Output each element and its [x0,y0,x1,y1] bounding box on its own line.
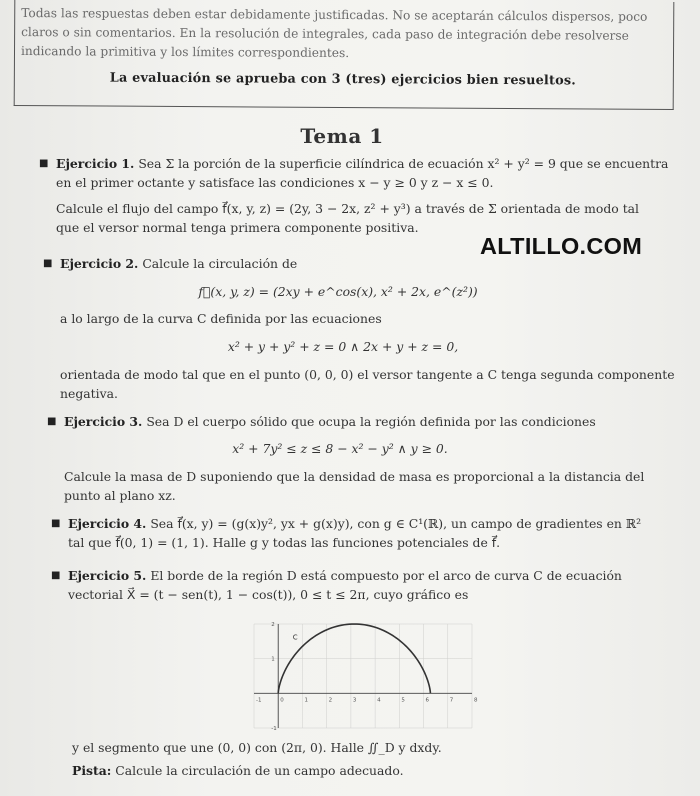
x-tick-label: 4 [377,697,381,704]
y-tick-label: -1 [271,726,277,732]
exercise-2-line-6: negativa. [60,386,118,401]
instructions-box [14,0,675,110]
exercise-2 [43,254,676,403]
chart-axes [254,624,472,728]
watermark: ALTILLO.COM [480,233,643,259]
bullet-icon: ■ [51,570,61,581]
exercise-1-line-2: en el primer octante y satisface las condiciones x − y ≥ 0 y z − x ≤ 0. [56,175,494,190]
y-tick-label: 1 [271,656,275,663]
exercise-2-line-5: orientada de modo tal que en el punto (0, 0, 0) el versor tangente a C tenga segunda componente [60,367,675,382]
hint-text: Calcule la circulación de un campo adecuado. [115,763,404,778]
exercise-2-label: Ejercicio 2. [60,256,139,271]
exercise-5-line-3: y el segmento que une (0, 0) con (2π, 0). Halle ∬_D y dxdy. [72,740,442,755]
cycloid-chart [244,612,480,742]
instructions-text: Todas las respuestas deben estar debidamente justificadas. No se aceptarán cálculos dispersos, poco claros o sin comentarios. En la resolución de integrales, cada paso de integración debe resolverse indicando la primitiva y los límites correspondientes. [20,6,648,61]
exercise-3-intro: Sea D el cuerpo sólido que ocupa la región definida por las condiciones [146,414,596,429]
exercise-4-line-1: Sea f⃗(x, y) = (g(x)y², yx + g(x)y), con g ∈ C¹(ℝ), un campo de gradientes en ℝ² [150,516,642,531]
exercise-1-line-3: Calcule el flujo del campo f⃗(x, y, z) = (2y, 3 − 2x, z² + y³) a través de Σ orientada de modo tal [56,201,640,216]
exercise-5-line-1: El borde de la región D está compuesto por el arco de curva C de ecuación [150,568,622,583]
exercise-3-line-3: Calcule la masa de D suponiendo que la densidad de masa es proporcional a la distancia del [64,469,645,484]
bullet-icon: ■ [39,158,49,169]
exercise-2-formula: f⃗(x, y, z) = (2xy + e^cos(x), x² + 2x, e^(z²)) [198,284,478,299]
exercise-3-formula: x² + 7y² ≤ z ≤ 8 − x² − y² ∧ y ≥ 0. [232,441,448,456]
exercise-2-along: a lo largo de la curva C definida por las ecuaciones [60,311,382,326]
x-tick-label: -1 [256,697,262,704]
exercise-2-intro: Calcule la circulación de [142,256,298,271]
x-tick-label: 1 [304,697,308,704]
x-tick-label: 8 [474,697,478,704]
exercise-2-equations: x² + y + y² + z = 0 ∧ 2x + y + z = 0, [227,339,459,354]
x-tick-label: 0 [280,697,284,704]
x-tick-label: 7 [449,697,454,704]
exercise-5-cont [72,738,676,780]
x-tick-label: 6 [425,697,430,704]
x-tick-label: 3 [352,697,357,704]
exercise-3 [47,412,676,505]
exercise-1-line-1: Sea Σ la porción de la superficie cilíndrica de ecuación x² + y² = 9 que se encuentra [138,156,669,171]
exercise-4-label: Ejercicio 4. [68,516,147,531]
exercise-3-line-4: punto al plano xz. [64,488,176,503]
exercise-4 [51,514,676,552]
x-tick-label: 2 [328,697,333,704]
exercise-4-line-2: tal que f⃗(0, 1) = (1, 1). Halle g y todas las funciones potenciales de f⃗. [68,535,501,550]
exercise-5-label: Ejercicio 5. [68,568,147,583]
exercise-1 [39,154,676,237]
page-title: Tema 1 [300,124,384,148]
pass-rule: La evaluación se aprueba con 3 (tres) ejercicios bien resueltos. [109,70,576,89]
y-tick-label: 2 [271,622,275,628]
bullet-icon: ■ [43,258,53,269]
exercise-1-label: Ejercicio 1. [56,156,135,171]
bullet-icon: ■ [51,518,61,529]
hint-label: Pista: [72,763,112,778]
x-tick-label: 5 [401,697,405,704]
chart-ticks [256,622,478,732]
exercise-3-label: Ejercicio 3. [64,414,143,429]
bullet-icon: ■ [47,416,57,427]
exercise-1-line-4: que el versor normal tenga primera componente positiva. [56,220,419,235]
curve-label: C [292,633,298,642]
chart-grid [254,624,472,728]
exercise-5-line-2: vectorial X⃗ = (t − sen(t), 1 − cos(t)), 0 ≤ t ≤ 2π, cuyo gráfico es [68,587,469,602]
exercise-5 [51,566,676,604]
